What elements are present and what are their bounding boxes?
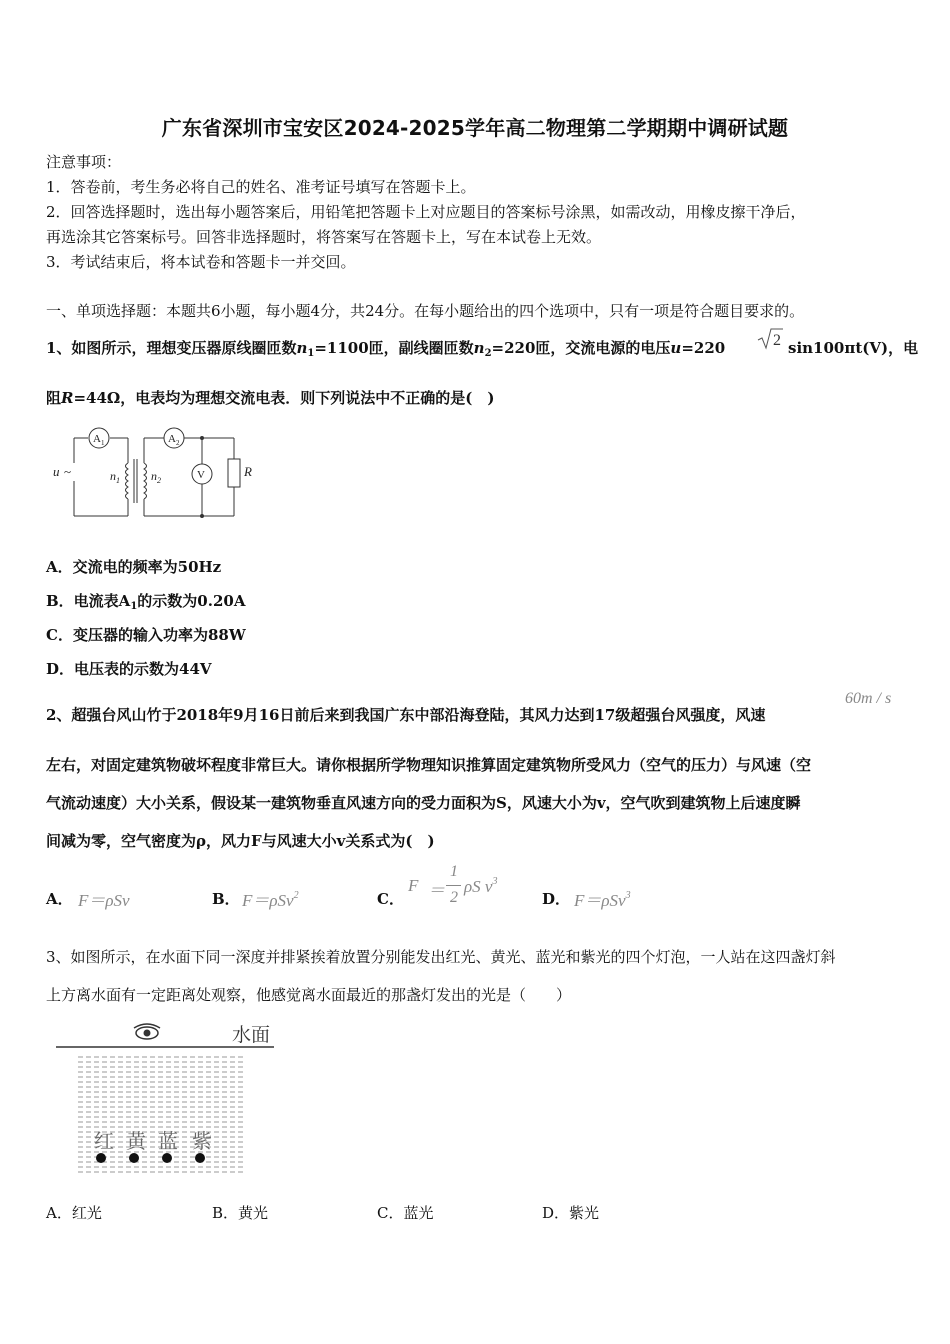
q3-option-d: D．紫光	[542, 1204, 600, 1222]
svg-text:A2: $A_2$	[168, 433, 180, 447]
notice-heading: 注意事项：	[46, 153, 122, 171]
q2-option-b-formula: F＝ρSv$^2$	[242, 890, 299, 910]
section-heading: 一、单项选择题：本题共6小题，每小题4分，共24分。在每小题给出的四个选项中，只有一项是符合题目要求的。	[46, 302, 805, 320]
question-2-line4: 间减为零，空气密度为ρ，风力F与风速大小v关系式为( )	[46, 832, 435, 850]
svg-text:A1: $A_1$	[93, 433, 105, 447]
svg-text:n1: $n_1$	[110, 469, 120, 485]
light-label-red: 红	[94, 1131, 114, 1153]
q1-option-b: B．电流表$A_1$的示数为0.20A	[46, 592, 246, 612]
svg-text:R: R	[244, 464, 252, 479]
light-bulb-purple	[195, 1153, 205, 1163]
q3-option-b: B．黄光	[212, 1204, 269, 1222]
light-label-blue: 蓝	[158, 1131, 178, 1153]
q2-option-a-formula: F＝ρSv	[78, 891, 130, 910]
light-bulb-blue	[162, 1153, 172, 1163]
question-3-line1: 3、如图所示，在水面下同一深度并排紧挨着放置分别能发出红光、黄光、蓝光和紫光的四个灯泡，一人站在这四盏灯斜	[46, 948, 836, 966]
q2-option-d-label: D．	[542, 890, 571, 908]
question-2-line2: 左右，对固定建筑物破坏程度非常巨大。请你根据所学物理知识推算固定建筑物所受风力（空气的压力）与风速（空	[46, 756, 812, 774]
q1-option-a: A．交流电的频率为50Hz	[46, 558, 222, 576]
svg-text:n2: $n_2$	[151, 469, 161, 485]
q2-option-c-f: F	[408, 876, 419, 895]
notice-line: 再选涂其它答案标号。回答非选择题时，将答案写在答题卡上，写在本试卷上无效。	[46, 228, 602, 246]
question-2-line3: 气流动速度）大小关系，假设某一建筑物垂直风速方向的受力面积为S，风速大小为v，空气吹到建筑物上后速度瞬	[46, 794, 801, 812]
q3-option-c: C．蓝光	[377, 1204, 434, 1222]
q2-option-d-formula: F＝ρSv$^3$	[574, 890, 631, 910]
question-3-line2: 上方离水面有一定距离处观察，他感觉离水面最近的那盏灯发出的光是（ ）	[46, 986, 572, 1004]
notice-line: 1．答卷前，考生务必将自己的姓名、准考证号填写在答题卡上。	[46, 178, 476, 196]
wind-speed: 60m / s	[845, 690, 892, 707]
q2-option-a-label: A．	[46, 890, 73, 908]
notice-line: 3．考试结束后，将本试卷和答题卡一并交回。	[46, 253, 356, 271]
fraction-bar	[446, 885, 461, 886]
svg-text:~: ~	[64, 464, 72, 479]
notice-line: 2．回答选择题时，选出每小题答案后，用铅笔把答题卡上对应题目的答案标号涂黑，如需改动，用橡皮擦干净后，	[46, 203, 806, 221]
question-1-line2: 阻R=44Ω，电表均为理想交流电表．则下列说法中不正确的是( )	[46, 389, 495, 407]
q2-option-c-numerator: 1	[450, 863, 458, 880]
q2-option-c-label: C．	[377, 890, 404, 908]
question-2-line1: 2、超强台风山竹于2018年9月16日前后来到我国广东中部沿海登陆，其风力达到17级超强台风强度，风速	[46, 706, 766, 724]
svg-text:V: V	[197, 469, 205, 481]
q1-option-d: D．电压表的示数为44V	[46, 660, 212, 678]
light-bulb-yellow	[129, 1153, 139, 1163]
sqrt-number: 2	[773, 332, 781, 349]
svg-text:水面: 水面	[232, 1025, 271, 1046]
light-label-purple: 紫	[192, 1131, 212, 1153]
q2-option-b-label: B．	[212, 890, 240, 908]
question-1-line1: 1、如图所示，理想变压器原线圈匝数$n_1=1100$匝，副线圈匝数$n_2=220$匝，交流电源的电压u=220	[46, 339, 726, 359]
question-1-formula-end: sin100πt(V)，电	[788, 339, 919, 357]
q3-option-a: A．红光	[46, 1204, 102, 1222]
light-bulb-red	[96, 1153, 106, 1163]
q1-option-c: C．变压器的输入功率为88W	[46, 626, 246, 644]
page-title: 广东省深圳市宝安区2024-2025学年高二物理第二学期期中调研试题	[161, 116, 789, 140]
svg-text:u: u	[53, 464, 60, 479]
sqrt-symbol	[756, 326, 784, 352]
underwater-lights-diagram	[54, 1020, 279, 1180]
transformer-circuit-diagram	[50, 425, 260, 520]
eye-icon	[134, 1024, 160, 1039]
q2-option-c-eq: ＝	[428, 881, 445, 900]
q2-option-c-denominator: 2	[450, 889, 458, 906]
q2-option-c-formula: ρS $v^3$	[464, 876, 498, 896]
light-label-yellow: 黄	[126, 1131, 146, 1153]
